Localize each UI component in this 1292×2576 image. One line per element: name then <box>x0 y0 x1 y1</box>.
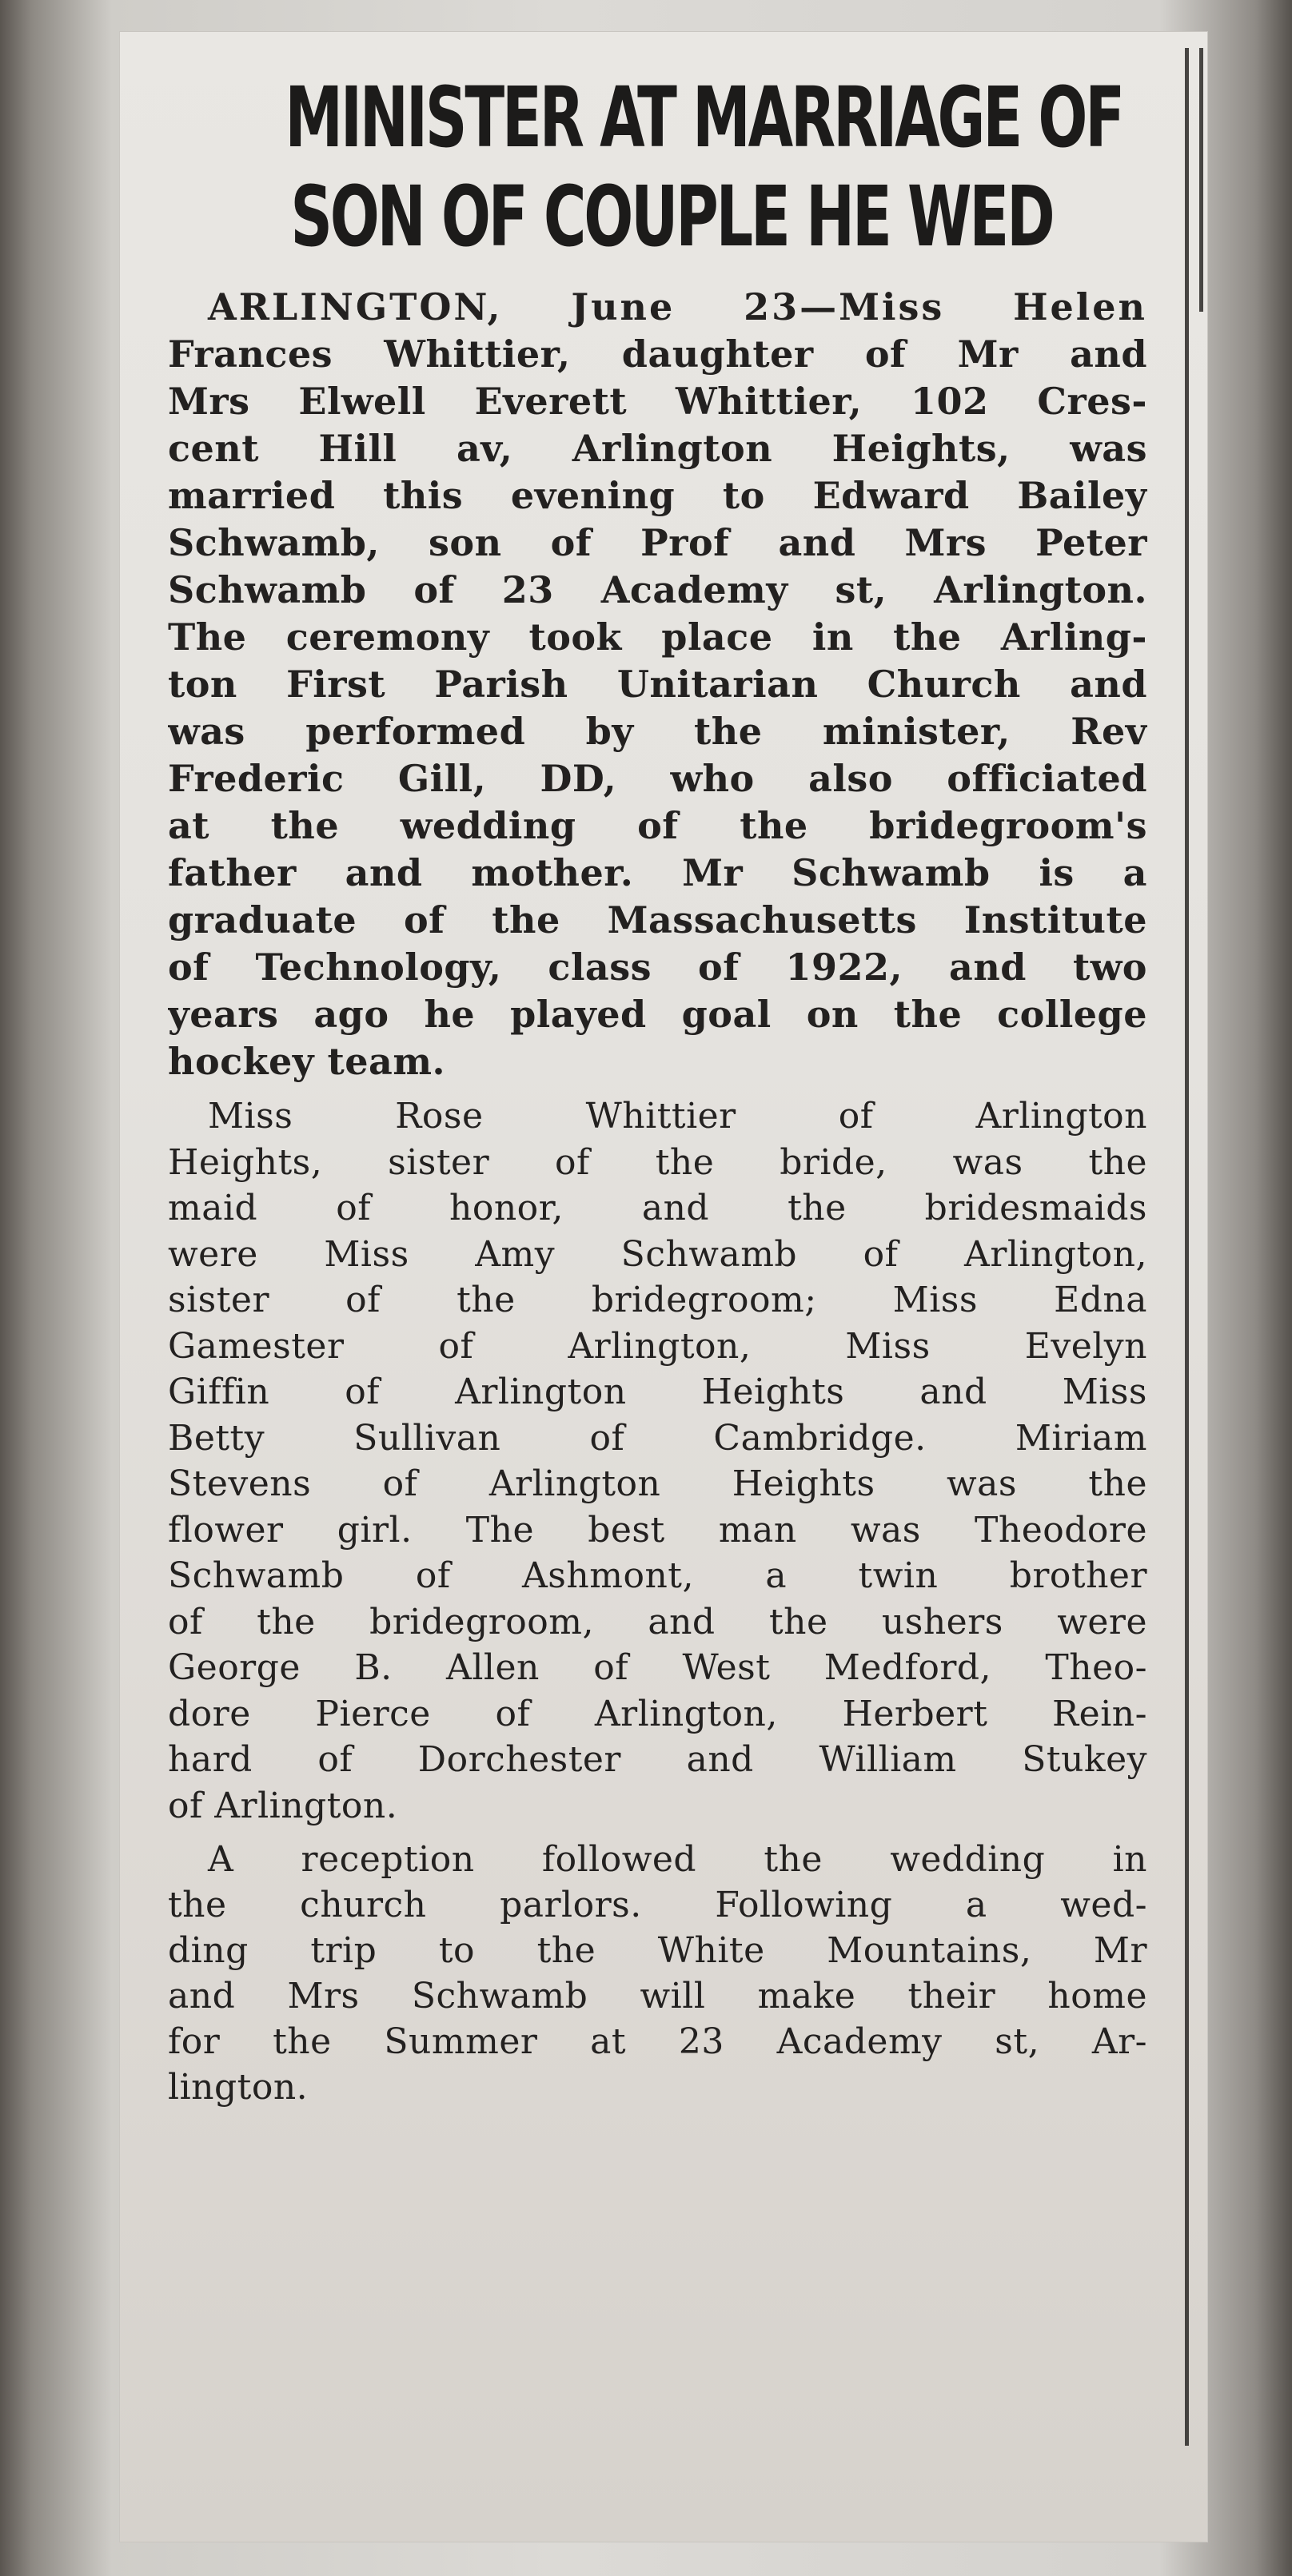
article-line: and Mrs Schwamb will make their home <box>168 1976 1147 2017</box>
article-line: Stevens of Arlington Heights was the <box>168 1463 1147 1504</box>
article-line: years ago he played goal on the college <box>168 993 1147 1036</box>
article-line: maid of honor, and the bridesmaids <box>168 1188 1147 1228</box>
article-line: were Miss Amy Schwamb of Arlington, <box>168 1233 1147 1275</box>
paragraph-2 <box>168 1093 1147 1829</box>
article-line: Giffin of Arlington Heights and Miss <box>168 1372 1147 1412</box>
article-line: flower girl. The best man was Theodore <box>168 1509 1147 1551</box>
article-line: Mrs Elwell Everett Whittier, 102 Cres- <box>168 380 1147 423</box>
article-line: Schwamb of 23 Academy st, Arlington. <box>168 568 1147 611</box>
headline-line-2: SON OF COUPLE HE WED <box>290 168 1053 265</box>
article-line: hard of Dorchester and William Stukey <box>168 1739 1147 1780</box>
article-line: dore Pierce of Arlington, Herbert Rein- <box>168 1693 1147 1734</box>
column-rule-upper <box>1199 48 1203 312</box>
article-line: at the wedding of the bridegroom's <box>168 804 1147 847</box>
article-body <box>168 284 1147 2110</box>
paragraph-3 <box>168 1837 1147 2110</box>
article-line: Schwamb of Ashmont, a twin brother <box>168 1555 1147 1596</box>
article-line: ton First Parish Unitarian Church and <box>168 663 1147 706</box>
headline-line-1: MINISTER AT MARRIAGE OF <box>285 69 1123 166</box>
article-line: Frederic Gill, DD, who also officiated <box>168 757 1147 800</box>
article-line: George B. Allen of West Medford, Theo- <box>168 1647 1147 1688</box>
article-line: ARLINGTON, June 23—Miss Helen <box>208 285 1147 328</box>
paragraph-1 <box>168 284 1147 1085</box>
article-line: Gamester of Arlington, Miss Evelyn <box>168 1325 1147 1367</box>
column-rule <box>1185 48 1189 2446</box>
article-line: sister of the bridegroom; Miss Edna <box>168 1280 1147 1320</box>
article-line: Frances Whittier, daughter of Mr and <box>168 332 1147 376</box>
article-line: lington. <box>168 2067 309 2108</box>
article-line: of the bridegroom, and the ushers were <box>168 1601 1147 1642</box>
headline <box>285 68 1123 266</box>
article-line: Miss Rose Whittier of Arlington <box>208 1096 1147 1137</box>
article-line: father and mother. Mr Schwamb is a <box>168 851 1147 894</box>
article-line: A reception followed the wedding in <box>208 1839 1147 1880</box>
article-line: was performed by the minister, Rev <box>168 710 1147 753</box>
article-line: Schwamb, son of Prof and Mrs Peter <box>168 521 1147 564</box>
article-line: the church parlors. Following a wed- <box>168 1885 1147 1925</box>
article-line: cent Hill av, Arlington Heights, was <box>168 427 1147 470</box>
article-line: Betty Sullivan of Cambridge. Miriam <box>168 1417 1147 1459</box>
article-line: married this evening to Edward Bailey <box>168 474 1147 517</box>
article-line: ding trip to the White Mountains, Mr <box>168 1930 1147 1971</box>
article-line: of Technology, class of 1922, and two <box>168 946 1147 989</box>
article-line: The ceremony took place in the Arling- <box>168 615 1147 659</box>
article-line: of Arlington. <box>168 1785 398 1826</box>
article-line: for the Summer at 23 Academy st, Ar- <box>168 2021 1147 2062</box>
article-line: hockey team. <box>168 1040 446 1083</box>
article-line: Heights, sister of the bride, was the <box>168 1141 1147 1183</box>
article-line: graduate of the Massachusetts Institute <box>168 898 1147 942</box>
